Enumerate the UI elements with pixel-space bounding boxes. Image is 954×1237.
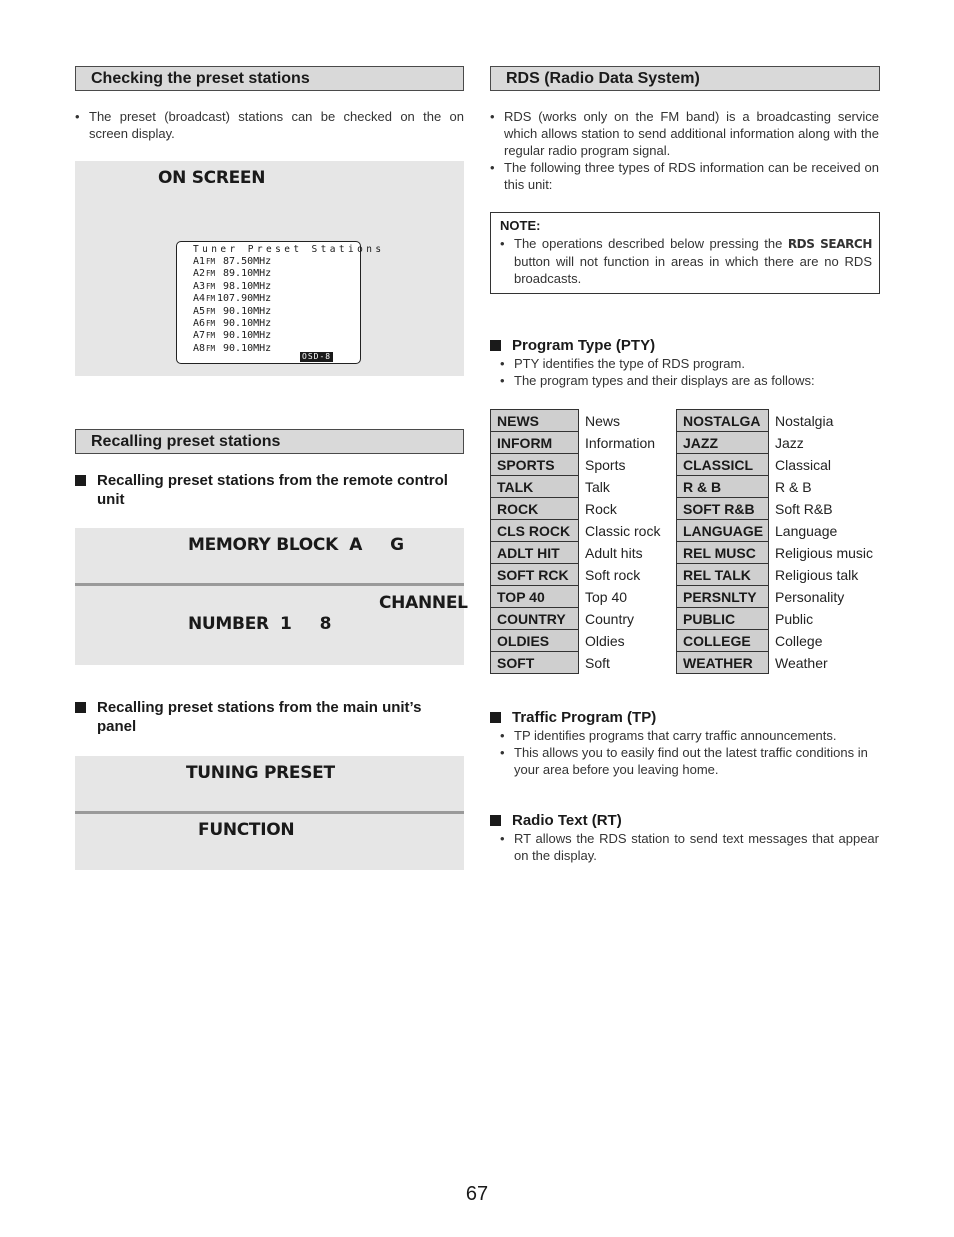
osd-preset-row [193,343,271,355]
pty-code: R & B [677,476,769,498]
pty-bullet-1 [500,355,879,372]
note-text [514,235,872,287]
pty-code: COLLEGE [677,630,769,652]
pty-row [491,410,678,432]
tp-bullet-2 [500,744,879,778]
osd-band: FM [206,319,216,328]
pty-code: NEWS [491,410,579,432]
tp-bullet-1-text: TP identifies programs that carry traffic announcements. [514,728,837,743]
osd-frequency: 98.10MHz [217,280,272,292]
bullet-dot: • [490,160,495,175]
subhead-panel [75,698,464,736]
osd-band: FM [206,294,216,304]
rds-search-key: RDS SEARCH [787,237,872,251]
osd-band: FM [206,306,216,316]
pty-name: News [585,412,621,429]
osd-band: FM [206,331,216,341]
tuning-preset-label: TUNING PRESET [186,763,335,783]
subhead-tp [490,708,879,727]
pty-row [491,520,678,542]
subhead-remote-text: Recalling preset stations from the remote control unit [97,472,448,508]
osd-display [176,241,385,364]
note-bullet [500,235,872,287]
osd-frequency: 90.10MHz [217,330,272,342]
pty-code: SOFT RCK [491,564,579,586]
pty-name: Adult hits [585,544,643,561]
pty-name: Oldies [585,632,625,649]
pty-code: ROCK [491,498,579,520]
pty-name: Country [585,610,635,627]
bullet-dot: • [490,109,495,124]
pty-name: Public [775,610,814,627]
subhead-pty [490,336,879,355]
osd-channel: A7 [193,330,206,342]
pty-code: SOFT [491,652,579,674]
osd-frequency: 90.10MHz [217,342,272,354]
osd-band: FM [206,257,216,266]
page-number: 67 [465,1183,489,1205]
pty-code: LANGUAGE [677,520,769,542]
square-bullet-icon [75,702,86,713]
note-box [490,212,880,294]
pty-row [677,564,886,586]
on-screen-label: ON SCREEN [158,168,266,188]
pty-table-left [490,409,678,674]
pty-code: TALK [491,476,579,498]
pty-name: Soft R&B [775,500,833,517]
bullet-dot: • [500,356,505,371]
osd-preset-row [193,306,271,318]
osd-preset-row [193,281,271,293]
pty-name: Information [585,434,656,451]
pty-name: Soft rock [585,566,641,583]
pty-bullet-2-text: The program types and their displays are as follows: [514,373,815,388]
memory-block-label: MEMORY BLOCK A G [188,535,404,555]
pty-name: R & B [775,478,812,495]
osd-channel: A5 [193,305,206,317]
pty-code: OLDIES [491,630,579,652]
step-divider [75,583,464,586]
number-label: NUMBER 1 8 [188,614,332,634]
pty-row [677,410,886,432]
pty-name: Classical [775,456,832,473]
pty-name: Top 40 [585,588,628,605]
pty-row [491,542,678,564]
pty-bullet-2 [500,372,879,389]
pty-name: Nostalgia [775,412,834,429]
tp-bullet-1 [500,727,879,744]
osd-channel: A8 [193,342,206,354]
note-text-before: The operations described below pressing the [514,236,788,251]
subhead-rt [490,811,879,830]
pty-code: PUBLIC [677,608,769,630]
pty-row [491,564,678,586]
pty-row [677,652,886,674]
pty-code: REL MUSC [677,542,769,564]
pty-code: NOSTALGA [677,410,769,432]
pty-row [677,630,886,652]
pty-name: Personality [775,588,845,605]
pty-row [677,608,886,630]
pty-code: SOFT R&B [677,498,769,520]
osd-channel: A1 [193,256,206,267]
pty-code: SPORTS [491,454,579,476]
square-bullet-icon [490,815,501,826]
pty-row [677,520,886,542]
osd-band: FM [206,343,216,353]
pty-name: College [775,632,823,649]
pty-code: INFORM [491,432,579,454]
pty-row [491,652,678,674]
pty-name: Jazz [775,434,804,451]
step-divider [75,811,464,814]
bullet-dot: • [500,236,505,251]
osd-preset-row [193,293,271,305]
osd-preset-row [193,318,271,330]
rds-bullet-2 [490,159,879,193]
subhead-panel-text: Recalling preset stations from the main unit’s panel [97,699,422,735]
pty-code: JAZZ [677,432,769,454]
pty-code: ADLT HIT [491,542,579,564]
pty-name: Religious music [775,544,874,561]
bullet-dot: • [500,745,505,760]
bullet-dot: • [500,728,505,743]
tp-bullet-2-text: This allows you to easily find out the latest traffic conditions in your area before you leaving home. [514,745,868,777]
osd-band: FM [206,269,216,279]
osd-tag: OSD-8 [302,352,332,361]
pty-code: REL TALK [677,564,769,586]
section-title-recalling: Recalling preset stations [75,429,464,454]
rds-bullet-1 [490,108,879,159]
pty-code: CLS ROCK [491,520,579,542]
pty-row [677,542,886,564]
pty-code: TOP 40 [491,586,579,608]
pty-name: Talk [585,478,610,495]
checking-bullet-text: The preset (broadcast) stations can be checked on the on screen display. [89,109,464,141]
pty-row [677,454,886,476]
osd-channel: A3 [193,280,206,292]
square-bullet-icon [490,712,501,723]
pty-name: Weather [775,654,828,671]
bullet-dot: • [500,831,505,846]
osd-band: FM [206,281,216,291]
pty-code: PERSNLTY [677,586,769,608]
square-bullet-icon [490,340,501,351]
pty-name: Religious talk [775,566,859,583]
pty-row [677,586,886,608]
pty-row [491,498,678,520]
pty-row [677,476,886,498]
osd-frequency: 90.10MHz [217,318,272,329]
pty-name: Soft [585,654,610,671]
osd-title: Tuner Preset Stations [193,244,385,255]
rt-bullet-1-text: RT allows the RDS station to send text messages that appear on the display. [514,831,879,863]
pty-row [491,586,678,608]
square-bullet-icon [75,475,86,486]
pty-row [491,630,678,652]
bullet-dot: • [500,373,505,388]
bullet-dot: • [75,109,80,124]
rds-bullet-2-text: The following three types of RDS information can be received on this unit: [504,160,879,192]
subhead-pty-text: Program Type (PTY) [512,337,656,354]
note-text-after: button will not function in areas in which there are no RDS broadcasts. [514,254,872,286]
osd-preset-row [193,256,271,268]
pty-code: WEATHER [677,652,769,674]
osd-channel: A2 [193,268,206,280]
subhead-tp-text: Traffic Program (TP) [512,709,657,726]
pty-row [677,498,886,520]
osd-preset-row [193,268,271,280]
osd-frequency: 87.50MHz [217,256,272,267]
rds-bullet-1-text: RDS (works only on the FM band) is a broadcasting service which allows station to send additional information along with the regular radio program signal. [504,109,879,158]
pty-bullet-1-text: PTY identifies the type of RDS program. [514,356,745,371]
pty-row [491,432,678,454]
checking-bullet [75,108,464,142]
function-label: FUNCTION [198,820,295,840]
subhead-rt-text: Radio Text (RT) [512,812,622,829]
section-title-checking: Checking the preset stations [75,66,464,91]
section-title-rds: RDS (Radio Data System) [490,66,880,91]
pty-row [677,432,886,454]
note-label: NOTE: [500,218,541,233]
osd-frequency: 89.10MHz [217,268,272,280]
pty-code: COUNTRY [491,608,579,630]
osd-preset-row [193,330,271,342]
pty-row [491,608,678,630]
pty-code: CLASSICL [677,454,769,476]
pty-table-right [676,409,886,674]
pty-name: Sports [585,456,626,473]
osd-frequency: 90.10MHz [217,305,272,317]
subhead-remote [75,471,464,509]
pty-name: Rock [585,500,617,517]
osd-channel: A4 [193,293,206,305]
pty-row [491,454,678,476]
osd-channel: A6 [193,318,206,329]
rt-bullet-1 [500,830,879,864]
pty-name: Classic rock [585,522,661,539]
channel-label: CHANNEL [379,593,468,613]
osd-frequency: 107.90MHz [217,293,272,305]
pty-name: Language [775,522,838,539]
pty-row [491,476,678,498]
